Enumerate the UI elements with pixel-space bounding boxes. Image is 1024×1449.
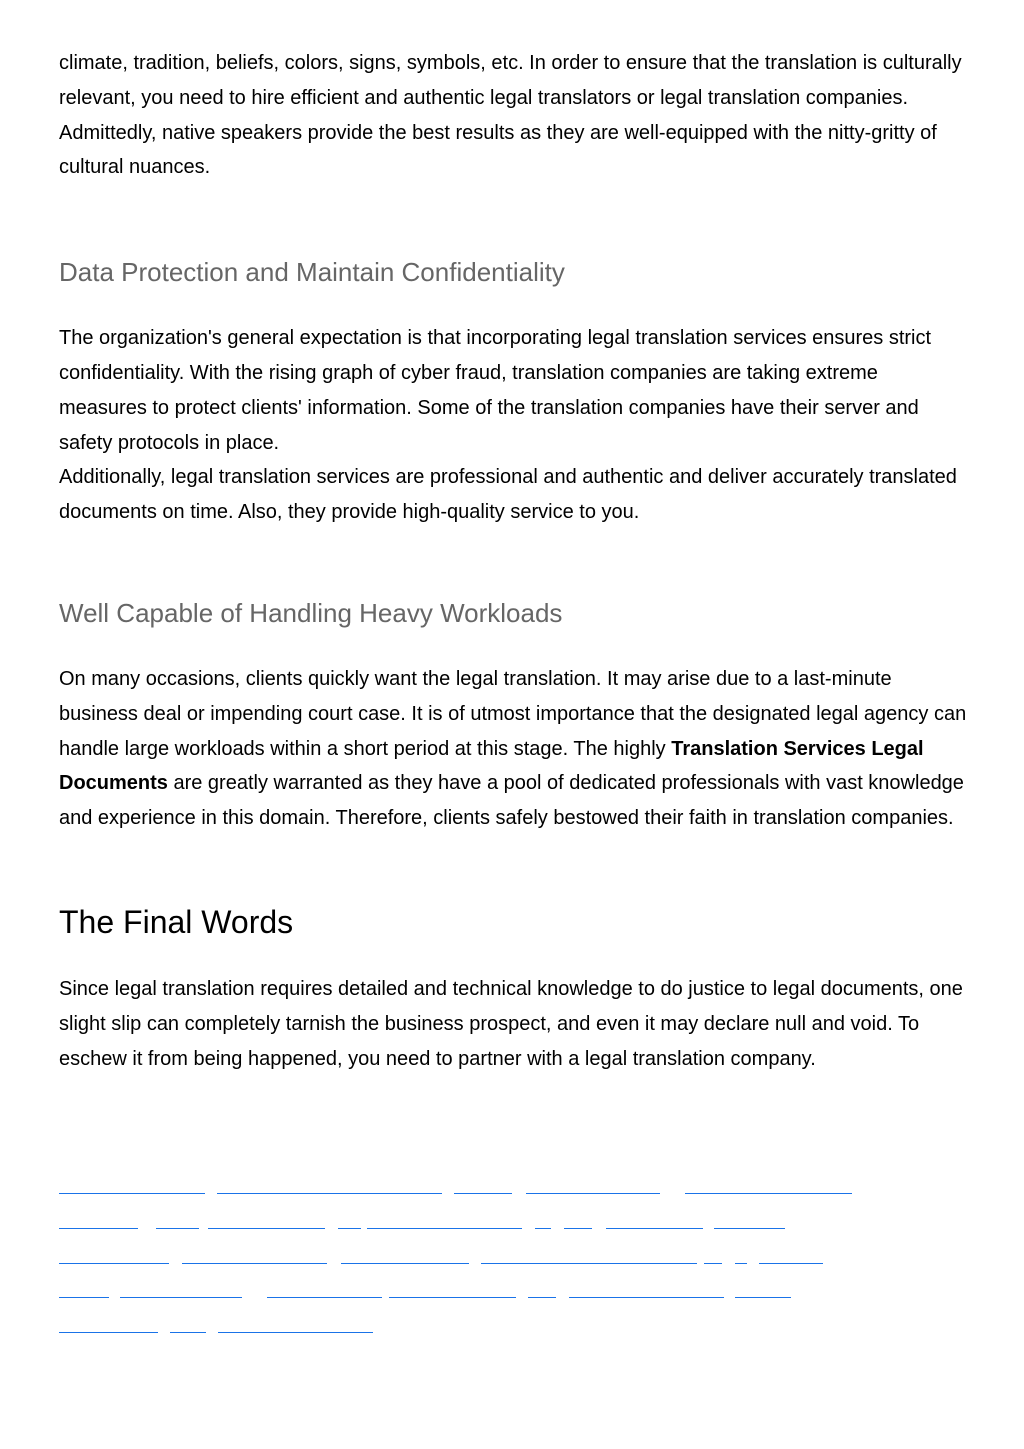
- final-words-paragraph: Since legal translation requires detailed and technical knowledge to do justice to legal documents, one slight slip can completely tarnish the business prospect, and even it may declare null and void. To eschew it from being happened, you need to partner with a legal translation company.: [59, 977, 963, 1070]
- workloads-text-before: On many occasions, clients quickly want the legal translation. It may arise due to a last-minute business deal or impending court case. It is of utmost importance that the designated legal agency can handle large workloads within a short period at this stage. The highly: [59, 667, 967, 760]
- data-protection-paragraph-1: The organization's general expectation is that incorporating legal translation services ensures strict confidentiality. With the rising graph of cyber fraud, translation companies are taking extreme measures to protect clients' information. Some of the translation companies have their server and safety protocols in place.: [59, 327, 932, 454]
- link-row: [59, 1230, 971, 1265]
- link-underline[interactable]: [59, 1332, 158, 1333]
- intro-paragraph: climate, tradition, beliefs, colors, signs, symbols, etc. In order to ensure that the translation is culturally relevant, you need to hire efficient and authentic legal translators or legal translation companies. Admittedly, native speakers provide the best results as they are well-equipped with the nitty-gritty of cultural nuances.: [59, 52, 962, 179]
- workloads-heading: Well Capable of Handling Heavy Workloads: [59, 597, 563, 628]
- link-underline[interactable]: [170, 1332, 206, 1333]
- link-row: [59, 1160, 971, 1195]
- workloads-paragraph: [59, 662, 971, 836]
- link-underline[interactable]: [218, 1332, 373, 1333]
- workloads-bold-keyword: Translation Services Legal Documents: [59, 737, 924, 795]
- final-words-heading: The Final Words: [59, 903, 294, 940]
- document-body: [59, 46, 971, 1076]
- link-row: [59, 1195, 971, 1230]
- workloads-text-after: are greatly warranted as they have a pool of dedicated professionals with vast knowledge and experience in this domain. Therefore, clients safely bestowed their faith in translation companies.: [59, 772, 964, 830]
- data-protection-paragraph-2: Additionally, legal translation services are professional and authentic and deliver accurately translated documents on time. Also, they provide high-quality service to you.: [59, 466, 957, 524]
- link-row: [59, 1299, 971, 1334]
- data-protection-heading: Data Protection and Maintain Confidentiality: [59, 257, 565, 288]
- link-row: [59, 1264, 971, 1299]
- hidden-link-block: [59, 1160, 971, 1334]
